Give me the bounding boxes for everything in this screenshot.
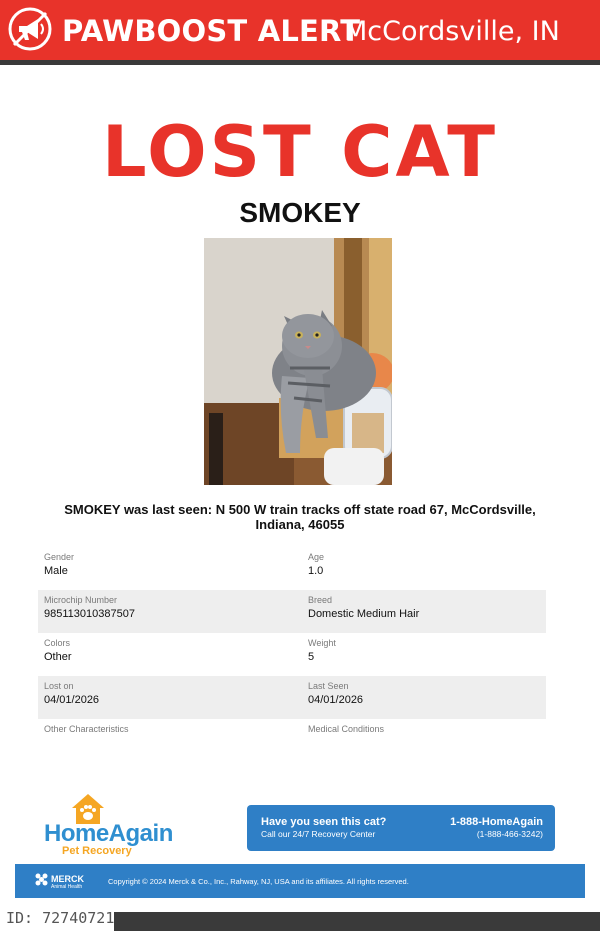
- merck-subtitle: Animal Health: [51, 884, 83, 890]
- homeagain-logo-text: HomeAgain: [44, 820, 173, 847]
- alert-location: McCordsville, IN: [344, 16, 560, 47]
- flyer-id: ID: 72740721: [6, 909, 115, 927]
- header-divider: [0, 60, 600, 65]
- detail-last-seen: [308, 681, 363, 707]
- detail-label: Last Seen: [308, 681, 349, 691]
- recovery-callout[interactable]: [247, 805, 555, 851]
- detail-colors: [44, 638, 72, 664]
- detail-label: Age: [308, 552, 325, 562]
- detail-value: 985113010387507: [44, 608, 135, 620]
- callout-subtext: Call our 24/7 Recovery Center: [261, 829, 376, 839]
- details-row: [38, 590, 546, 633]
- detail-value: Domestic Medium Hair: [308, 608, 420, 620]
- merck-logo-icon: [35, 873, 48, 886]
- detail-lost-on: [44, 681, 99, 707]
- detail-age: [308, 552, 324, 578]
- details-row: [38, 547, 546, 590]
- detail-label: Other Characteristics: [44, 724, 129, 734]
- copyright-text: Copyright © 2024 Merck & Co., Inc., Rahway, NJ, USA and its affiliates. All rights reserved.: [108, 877, 409, 886]
- detail-value: Male: [44, 565, 68, 577]
- merck-name: MERCK: [51, 874, 84, 884]
- detail-other-characteristics: [44, 724, 129, 736]
- detail-label: Gender: [44, 552, 75, 562]
- detail-value: 5: [308, 651, 315, 663]
- detail-value: 1.0: [308, 565, 324, 577]
- detail-microchip: [44, 595, 135, 621]
- detail-value: 04/01/2026: [44, 694, 100, 706]
- detail-medical-conditions: [308, 724, 384, 736]
- details-row: [38, 633, 546, 676]
- detail-label: Colors: [44, 638, 71, 648]
- callout-question: Have you seen this cat?: [261, 816, 387, 828]
- detail-value: 04/01/2026: [308, 694, 364, 706]
- detail-label: Breed: [308, 595, 333, 605]
- detail-breed: [308, 595, 419, 621]
- details-row: [38, 719, 546, 762]
- flyer-title: LOST CAT: [101, 111, 498, 193]
- callout-phone-numeric[interactable]: (1-888-466-3242): [476, 829, 543, 839]
- callout-phone[interactable]: 1-888-HomeAgain: [450, 816, 543, 828]
- detail-gender: [44, 552, 74, 578]
- detail-value: Other: [44, 651, 72, 663]
- pet-photo: [204, 238, 392, 485]
- details-row: [38, 676, 546, 719]
- alert-header: [0, 0, 600, 60]
- megaphone-icon: [8, 7, 52, 51]
- footer-bar: [15, 864, 585, 898]
- last-seen-text: SMOKEY was last seen: N 500 W train tracks off state road 67, McCordsville, Indiana, 46055: [64, 502, 536, 532]
- detail-label: Lost on: [44, 681, 74, 691]
- homeagain-logo-subtitle: Pet Recovery: [62, 845, 132, 857]
- detail-label: Microchip Number: [44, 595, 118, 605]
- bottom-bar: [114, 912, 600, 931]
- detail-weight: [308, 638, 336, 664]
- pet-details-table: [38, 547, 546, 762]
- detail-label: Medical Conditions: [308, 724, 385, 734]
- brand-name: PAWBOOST ALERT: [62, 14, 361, 48]
- detail-label: Weight: [308, 638, 336, 648]
- pet-name: SMOKEY: [239, 197, 361, 228]
